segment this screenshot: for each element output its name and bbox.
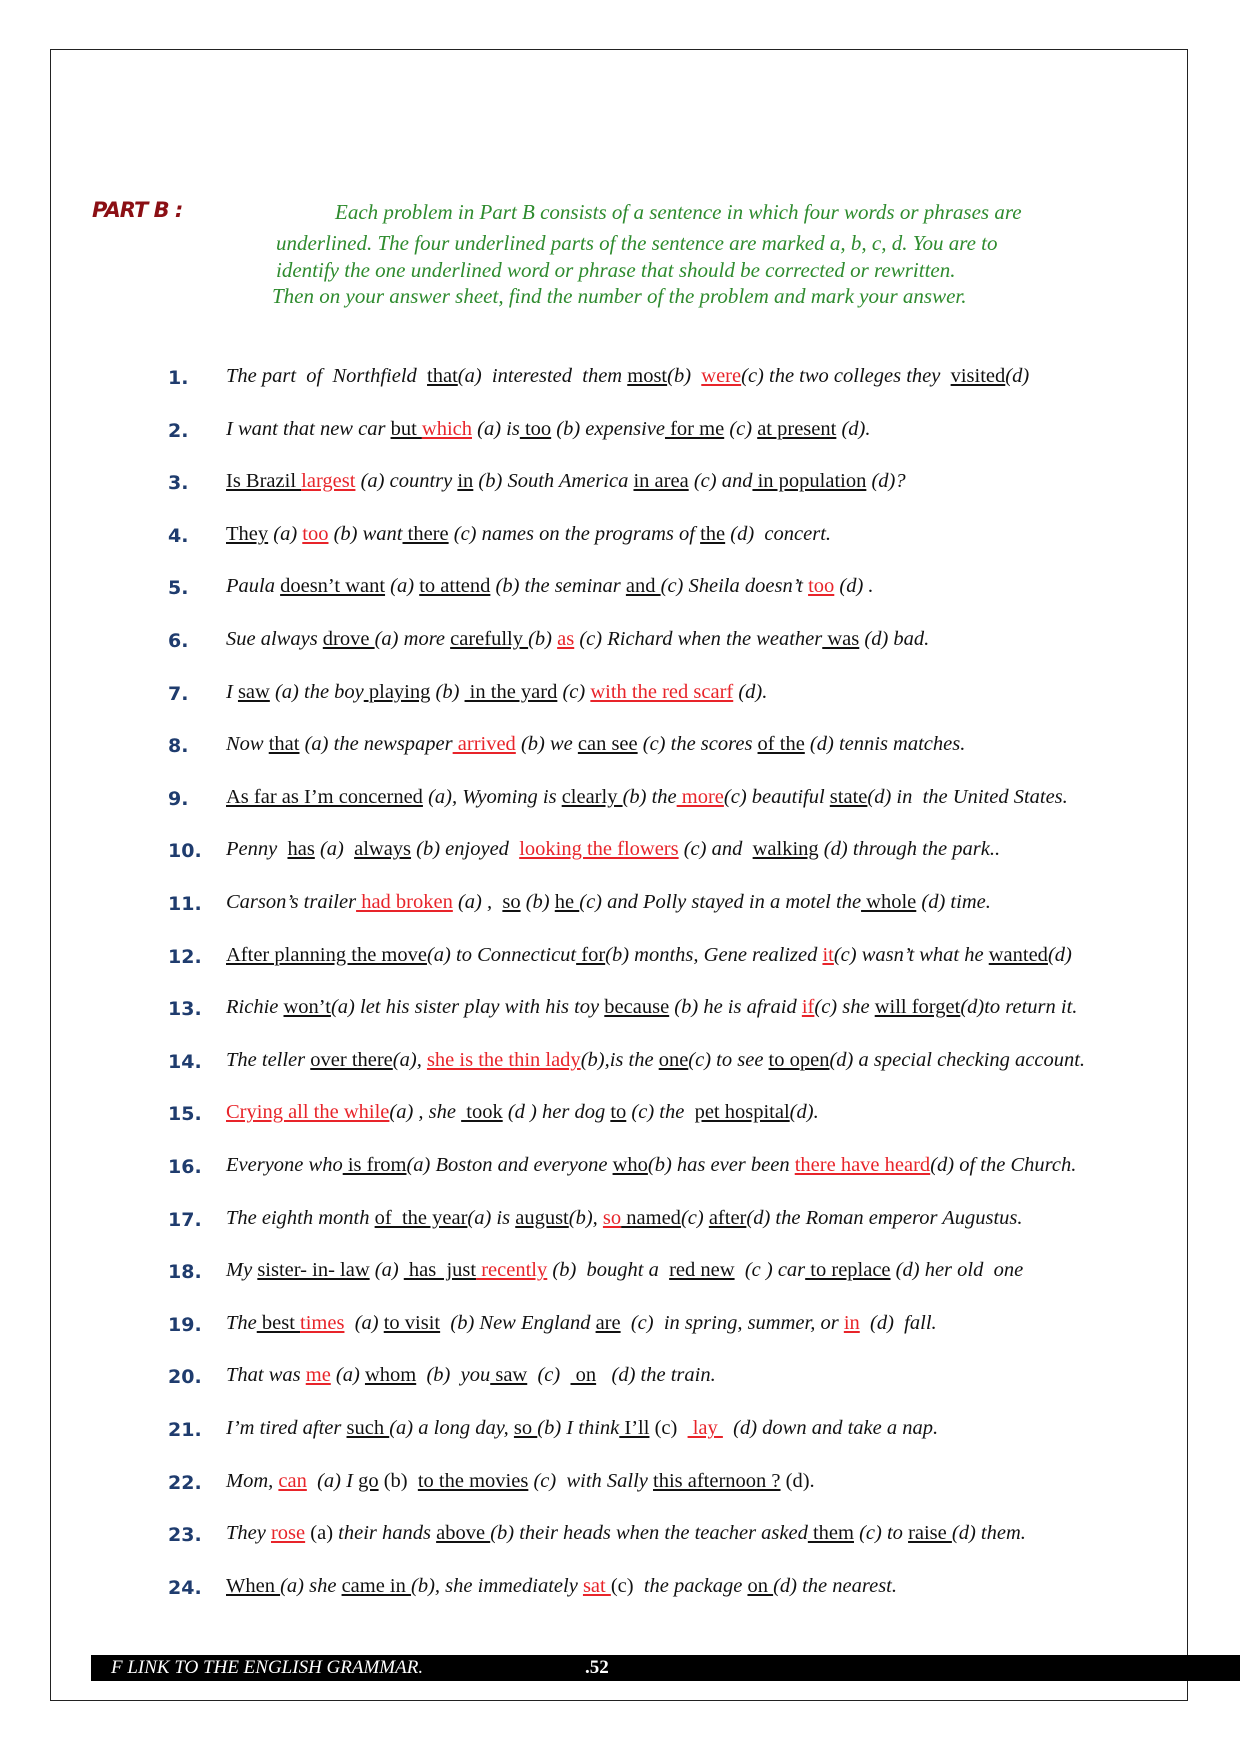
sentence-text: (c) with Sally bbox=[528, 1469, 654, 1492]
underlined-option: clearly bbox=[561, 785, 623, 808]
sentence-text: (b) bbox=[520, 891, 555, 913]
underlined-option: there bbox=[402, 522, 449, 545]
sentence-text: The eighth month bbox=[226, 1206, 375, 1229]
sentence-text: (d) the nearest. bbox=[773, 1574, 897, 1597]
underlined-option: he bbox=[554, 891, 580, 913]
question-row bbox=[168, 785, 1188, 818]
underlined-option: too bbox=[519, 417, 552, 440]
question-text bbox=[226, 1207, 1023, 1230]
question-number: 16. bbox=[168, 1156, 202, 1178]
underlined-option: won’t bbox=[283, 996, 331, 1019]
sentence-text: (b) their heads when the teacher asked bbox=[490, 1522, 808, 1545]
answer-highlight: it bbox=[822, 943, 834, 966]
question-number: 12. bbox=[168, 945, 202, 968]
question-number: 24. bbox=[168, 1576, 202, 1599]
question-number: 13. bbox=[168, 998, 202, 1021]
underlined-option: visited bbox=[950, 365, 1006, 387]
sentence-text: (d) down and take a nap. bbox=[722, 1417, 939, 1439]
underlined-option: to open bbox=[768, 1048, 830, 1071]
sentence-text: (b) you bbox=[416, 1364, 491, 1387]
sentence-text: (a) a long day, bbox=[389, 1417, 514, 1439]
sentence-text: (c) the two colleges they bbox=[741, 365, 951, 387]
underlined-option: raise bbox=[908, 1522, 952, 1545]
sentence-text: (a) , she bbox=[389, 1101, 462, 1124]
sentence-text: (a) , bbox=[452, 891, 503, 913]
question-text bbox=[226, 1575, 897, 1598]
question-row bbox=[168, 998, 1188, 1028]
question-row bbox=[168, 1156, 1188, 1186]
question-text bbox=[226, 1522, 1026, 1545]
underlined-option: whole bbox=[861, 891, 917, 913]
underlined-option: playing bbox=[363, 680, 431, 703]
sentence-text: (a) bbox=[344, 1311, 384, 1334]
sentence-text: (d) concert. bbox=[725, 522, 832, 545]
underlined-option: best bbox=[256, 1311, 301, 1334]
question-row bbox=[168, 1524, 1188, 1554]
question-text bbox=[226, 1049, 1085, 1072]
sentence-text: (d) her old one bbox=[890, 1259, 1024, 1282]
sentence-text: (d). bbox=[780, 1469, 815, 1492]
answer-highlight: rose bbox=[270, 1522, 306, 1545]
sentence-text: (b) enjoyed bbox=[411, 838, 520, 861]
question-text bbox=[226, 944, 1072, 967]
underlined-option: this afternoon ? bbox=[653, 1469, 781, 1492]
underlined-option: always bbox=[354, 838, 412, 861]
question-text bbox=[226, 891, 991, 914]
sentence-text: (b) we bbox=[515, 733, 578, 756]
underlined-option: drove bbox=[322, 628, 375, 650]
question-number: 6. bbox=[168, 630, 189, 652]
underlined-option: Is Brazil bbox=[226, 470, 302, 493]
underlined-option: After planning the move bbox=[226, 943, 427, 966]
answer-highlight: too bbox=[808, 575, 835, 598]
sentence-text: (b) bbox=[528, 628, 558, 650]
sentence-text: (a) the boy bbox=[269, 680, 364, 703]
sentence-text: (b) months, Gene realized bbox=[605, 943, 823, 966]
sentence-text: Sue always bbox=[226, 628, 323, 650]
underlined-option: on bbox=[747, 1574, 774, 1597]
sentence-text: (b) the seminar bbox=[490, 575, 626, 598]
sentence-text: (d) bbox=[1005, 365, 1030, 387]
question-number: 8. bbox=[168, 735, 189, 758]
sentence-text: (c) and bbox=[688, 470, 753, 493]
question-row bbox=[168, 1469, 1188, 1502]
sentence-text: (b), she immediately bbox=[411, 1574, 583, 1597]
answer-highlight: looking the flowers bbox=[519, 838, 679, 861]
sentence-text: (b) has ever been bbox=[647, 1154, 795, 1176]
underlined-option: and bbox=[625, 575, 661, 598]
underlined-option: so bbox=[513, 1417, 538, 1439]
question-text bbox=[226, 733, 965, 756]
answer-highlight: times bbox=[300, 1311, 345, 1334]
sentence-text: The teller bbox=[226, 1048, 311, 1071]
question-text bbox=[226, 838, 1000, 861]
sentence-text: I bbox=[226, 680, 238, 703]
sentence-text: (b) South America bbox=[473, 470, 634, 493]
underlined-option: such bbox=[346, 1417, 390, 1439]
sentence-text: (c) bbox=[527, 1364, 571, 1387]
sentence-text: (b) I think bbox=[537, 1417, 620, 1439]
sentence-text: (d) of the Church. bbox=[930, 1154, 1077, 1176]
sentence-text: (d) through the park.. bbox=[818, 838, 1001, 861]
underlined-option: walking bbox=[752, 838, 819, 861]
underlined-option: so bbox=[502, 891, 521, 913]
answer-highlight: Crying all the while bbox=[226, 1101, 390, 1124]
underlined-option: has just bbox=[403, 1259, 477, 1282]
sentence-text: the package bbox=[643, 1574, 748, 1597]
instruction-line-1: Each problem in Part B consists of a sentence in which four words or phrases are bbox=[335, 200, 1022, 224]
underlined-option: for me bbox=[664, 417, 725, 440]
underlined-option: for bbox=[576, 943, 606, 966]
sentence-text: My bbox=[226, 1259, 258, 1282]
underlined-option: saw bbox=[237, 680, 270, 703]
question-number: 19. bbox=[168, 1313, 202, 1336]
question-text bbox=[226, 1154, 1076, 1177]
sentence-text: (d). bbox=[733, 680, 768, 703]
sentence-text: (c) bbox=[649, 1417, 688, 1439]
sentence-text: (d) the train. bbox=[596, 1364, 716, 1387]
underlined-option: doesn’t want bbox=[280, 575, 386, 598]
question-number: 3. bbox=[168, 472, 189, 495]
question-text bbox=[226, 786, 1068, 809]
underlined-option: to bbox=[610, 1101, 627, 1124]
underlined-option: pet hospital bbox=[694, 1101, 790, 1124]
sentence-text: (c) Richard when the weather bbox=[574, 628, 823, 650]
sentence-text: (d) time. bbox=[916, 891, 991, 913]
sentence-text: (a) bbox=[385, 575, 420, 598]
answer-highlight: largest bbox=[301, 470, 356, 493]
sentence-text: (a) let his sister play with his toy bbox=[330, 996, 605, 1019]
sentence-text: (d) bad. bbox=[859, 628, 930, 650]
sentence-text: (a) bbox=[305, 1522, 339, 1545]
sentence-text: (d) in the United States. bbox=[867, 785, 1068, 808]
underlined-option: can see bbox=[577, 733, 638, 756]
sentence-text: (d). bbox=[836, 417, 871, 440]
question-text bbox=[226, 1101, 819, 1124]
question-number: 1. bbox=[168, 367, 189, 389]
question-number: 20. bbox=[168, 1366, 202, 1389]
sentence-text: (d) fall. bbox=[859, 1311, 937, 1334]
sentence-text: (a) bbox=[314, 838, 355, 861]
underlined-option: I’ll bbox=[619, 1417, 650, 1439]
underlined-option: to visit bbox=[383, 1311, 441, 1334]
answer-highlight: had broken bbox=[356, 891, 453, 913]
sentence-text: Mom, bbox=[226, 1469, 279, 1492]
sentence-text: (c) Sheila doesn’t bbox=[660, 575, 809, 598]
sentence-text: (d)to return it. bbox=[960, 996, 1078, 1019]
answer-highlight: arrived bbox=[452, 733, 516, 756]
question-text bbox=[226, 1470, 815, 1493]
sentence-text: (c) she bbox=[814, 996, 875, 1019]
part-b-label: PART B : bbox=[92, 198, 183, 222]
sentence-text: Penny bbox=[226, 838, 288, 861]
answer-highlight: which bbox=[421, 417, 472, 440]
sentence-text: Carson’s trailer bbox=[226, 891, 357, 913]
sentence-text: (b) New England bbox=[440, 1311, 596, 1334]
question-row bbox=[168, 943, 1188, 976]
underlined-option: named bbox=[621, 1206, 681, 1229]
sentence-text: (a) Boston and everyone bbox=[406, 1154, 613, 1176]
sentence-text: (c) the scores bbox=[637, 733, 758, 756]
sentence-text: (c) wasn’t what he bbox=[833, 943, 989, 966]
sentence-text: (d) . bbox=[834, 575, 874, 598]
underlined-option: because bbox=[604, 996, 670, 1019]
underlined-option: them bbox=[807, 1522, 854, 1545]
question-number: 15. bbox=[168, 1103, 202, 1126]
underlined-option: in the yard bbox=[464, 680, 558, 703]
sentence-text: (a), bbox=[392, 1048, 427, 1071]
sentence-text: (a) the newspaper bbox=[299, 733, 453, 756]
underlined-option: whom bbox=[364, 1364, 417, 1387]
question-number: 14. bbox=[168, 1050, 202, 1073]
page-number: .52 bbox=[585, 1657, 609, 1678]
footer-title: F LINK TO THE ENGLISH GRAMMAR. bbox=[111, 1657, 424, 1678]
underlined-option: has bbox=[287, 838, 315, 861]
sentence-text: (c) to bbox=[853, 1522, 909, 1545]
sentence-text: (d) the Roman emperor Augustus. bbox=[746, 1206, 1023, 1229]
answer-highlight: sat bbox=[582, 1574, 611, 1597]
sentence-text: (d) bbox=[1047, 943, 1072, 966]
sentence-text: (d)? bbox=[866, 470, 906, 493]
question-row bbox=[168, 1311, 1188, 1344]
underlined-option: are bbox=[595, 1311, 621, 1334]
underlined-option: was bbox=[822, 628, 860, 650]
question-text bbox=[226, 418, 870, 441]
answer-highlight: in bbox=[843, 1311, 860, 1334]
underlined-option: wanted bbox=[988, 943, 1048, 966]
sentence-text: The bbox=[226, 1311, 257, 1334]
question-row bbox=[168, 522, 1188, 555]
underlined-option: in area bbox=[633, 470, 689, 493]
underlined-option: of the bbox=[757, 733, 805, 756]
sentence-text: (d). bbox=[789, 1101, 819, 1124]
sentence-text: (a) bbox=[330, 1364, 365, 1387]
question-number: 4. bbox=[168, 524, 189, 547]
instruction-line-2: underlined. The four underlined parts of the sentence are marked a, b, c, d. You are to bbox=[276, 231, 998, 255]
question-number: 7. bbox=[168, 682, 189, 705]
sentence-text: (d) tennis matches. bbox=[804, 733, 966, 756]
question-number: 2. bbox=[168, 419, 189, 442]
question-number: 9. bbox=[168, 787, 189, 810]
question-row bbox=[168, 735, 1188, 765]
question-text bbox=[226, 470, 906, 493]
sentence-text: (c) the bbox=[626, 1101, 695, 1124]
underlined-option: on bbox=[570, 1364, 597, 1387]
underlined-option: one bbox=[658, 1048, 689, 1071]
sentence-text: I’m tired after bbox=[226, 1417, 347, 1439]
question-number: 11. bbox=[168, 893, 202, 915]
question-text bbox=[226, 575, 874, 598]
underlined-option: to the movies bbox=[417, 1469, 529, 1492]
question-number: 10. bbox=[168, 840, 202, 863]
underlined-option: most bbox=[627, 365, 668, 387]
question-text bbox=[226, 628, 929, 651]
sentence-text: (b) want bbox=[328, 522, 403, 545]
answer-highlight: so bbox=[602, 1206, 622, 1229]
sentence-text: (c) and Polly stayed in a motel the bbox=[579, 891, 862, 913]
underlined-option: red new bbox=[669, 1259, 735, 1282]
underlined-option: came in bbox=[341, 1574, 412, 1597]
sentence-text: The part of Northfield bbox=[226, 365, 428, 387]
underlined-option: will forget bbox=[874, 996, 961, 1019]
underlined-option: sister- in- law bbox=[257, 1259, 370, 1282]
question-row bbox=[168, 472, 1188, 502]
instruction-line-4: Then on your answer sheet, find the number of the problem and mark your answer. bbox=[272, 284, 967, 308]
sentence-text: (a) to Connecticut bbox=[426, 943, 577, 966]
underlined-option: go bbox=[358, 1469, 379, 1492]
sentence-text: (c) bbox=[557, 680, 591, 703]
sentence-text: (b),is the bbox=[580, 1048, 659, 1071]
question-number: 22. bbox=[168, 1471, 202, 1494]
answer-highlight: can bbox=[278, 1469, 307, 1492]
question-number: 5. bbox=[168, 577, 189, 600]
question-text bbox=[226, 1364, 716, 1387]
question-number: 21. bbox=[168, 1419, 202, 1441]
answer-highlight: there have heard bbox=[794, 1154, 931, 1176]
sentence-text: (d ) her dog bbox=[502, 1101, 611, 1124]
sentence-text: (c) names on the programs of bbox=[448, 522, 701, 545]
question-row bbox=[168, 577, 1188, 607]
question-row bbox=[168, 680, 1188, 713]
underlined-option: but bbox=[390, 417, 422, 440]
answer-highlight: too bbox=[302, 522, 329, 545]
sentence-text: I want that new car bbox=[226, 417, 391, 440]
question-row bbox=[168, 1103, 1188, 1133]
sentence-text: (b) bbox=[430, 680, 465, 703]
underlined-option: of the year bbox=[374, 1206, 468, 1229]
sentence-text: (c) bbox=[610, 1574, 644, 1597]
question-text bbox=[226, 1417, 938, 1440]
underlined-option: to replace bbox=[805, 1259, 891, 1282]
underlined-option: who bbox=[612, 1154, 648, 1176]
sentence-text: (c ) car bbox=[734, 1259, 806, 1282]
question-row bbox=[168, 1206, 1188, 1239]
sentence-text: Richie bbox=[226, 996, 284, 1019]
sentence-text: That was bbox=[226, 1364, 306, 1387]
question-number: 17. bbox=[168, 1208, 202, 1231]
instruction-line-3: identify the one underlined word or phrase that should be corrected or rewritten. bbox=[276, 258, 956, 282]
question-row bbox=[168, 417, 1188, 450]
sentence-text: Now bbox=[226, 733, 269, 756]
underlined-option: in bbox=[457, 470, 474, 493]
sentence-text: Paula bbox=[226, 575, 281, 598]
question-number: 23. bbox=[168, 1524, 202, 1547]
question-text bbox=[226, 996, 1077, 1019]
question-row bbox=[168, 1574, 1188, 1607]
underlined-option: that bbox=[427, 365, 458, 387]
underlined-option: is from bbox=[342, 1154, 407, 1176]
underlined-option: august bbox=[515, 1206, 569, 1229]
question-text bbox=[226, 523, 831, 546]
underlined-option: above bbox=[436, 1522, 491, 1545]
sentence-text: (a) she bbox=[280, 1574, 342, 1597]
underlined-option: after bbox=[708, 1206, 747, 1229]
underlined-option: carefully bbox=[450, 628, 529, 650]
sentence-text: (d) a special checking account. bbox=[829, 1048, 1086, 1071]
answer-highlight: with the red scarf bbox=[590, 680, 734, 703]
underlined-option: When bbox=[226, 1574, 281, 1597]
question-text bbox=[226, 1259, 1023, 1282]
answer-highlight: if bbox=[801, 996, 815, 1019]
sentence-text: (b) bbox=[378, 1469, 418, 1492]
sentence-text: (b) he is afraid bbox=[669, 996, 802, 1019]
question-row bbox=[168, 367, 1188, 397]
sentence-text: (b) expensive bbox=[551, 417, 665, 440]
sentence-text: (a) country bbox=[355, 470, 458, 493]
sentence-text: (c) to see bbox=[688, 1048, 769, 1071]
underlined-option: in population bbox=[752, 470, 867, 493]
underlined-option: that bbox=[268, 733, 300, 756]
sentence-text: (c) bbox=[680, 1206, 709, 1229]
underlined-option: at present bbox=[757, 417, 837, 440]
sentence-text: (a) is bbox=[472, 417, 520, 440]
answer-highlight: as bbox=[557, 628, 575, 650]
sentence-text: their hands bbox=[338, 1522, 437, 1545]
underlined-option: over there bbox=[310, 1048, 393, 1071]
answer-highlight: lay bbox=[687, 1417, 723, 1439]
underlined-option: As far as I’m concerned bbox=[226, 785, 423, 808]
sentence-text: (c) and bbox=[678, 838, 753, 861]
sentence-text: (b) bought a bbox=[547, 1259, 670, 1282]
question-row bbox=[168, 1048, 1188, 1081]
question-text bbox=[226, 365, 1029, 388]
question-row bbox=[168, 1261, 1188, 1291]
sentence-text: (a) is bbox=[467, 1206, 516, 1229]
question-row bbox=[168, 840, 1188, 870]
answer-highlight: were bbox=[701, 365, 742, 387]
question-text bbox=[226, 681, 767, 704]
sentence-text: They bbox=[226, 1522, 271, 1545]
question-row bbox=[168, 1419, 1188, 1449]
sentence-text: (a) interested them bbox=[457, 365, 628, 387]
question-row bbox=[168, 630, 1188, 660]
answer-highlight: she is the thin lady bbox=[426, 1048, 581, 1071]
sentence-text: (b), bbox=[568, 1206, 603, 1229]
sentence-text: (a) bbox=[268, 522, 303, 545]
sentence-text: (c) in spring, summer, or bbox=[620, 1311, 844, 1334]
question-row bbox=[168, 1366, 1188, 1396]
sentence-text: (c) beautiful bbox=[723, 785, 830, 808]
sentence-text: (b) bbox=[667, 365, 702, 387]
answer-highlight: me bbox=[305, 1364, 331, 1387]
sentence-text: (a) I bbox=[306, 1469, 359, 1492]
underlined-option: state bbox=[829, 785, 868, 808]
question-number: 18. bbox=[168, 1261, 202, 1284]
underlined-option: They bbox=[226, 522, 269, 545]
sentence-text: Everyone who bbox=[226, 1154, 343, 1176]
underlined-option: saw bbox=[490, 1364, 528, 1387]
answer-highlight: recently bbox=[476, 1259, 548, 1282]
underlined-option: the bbox=[700, 522, 726, 545]
sentence-text: (a), Wyoming is bbox=[422, 785, 562, 808]
sentence-text: (a) bbox=[369, 1259, 404, 1282]
sentence-text: (d) them. bbox=[951, 1522, 1026, 1545]
question-row bbox=[168, 893, 1188, 923]
sentence-text: (b) the bbox=[622, 785, 677, 808]
underlined-option: took bbox=[461, 1101, 503, 1124]
underlined-option: to attend bbox=[419, 575, 491, 598]
question-text bbox=[226, 1312, 937, 1335]
sentence-text: (a) more bbox=[374, 628, 451, 650]
answer-highlight: more bbox=[676, 785, 724, 808]
sentence-text: (c) bbox=[724, 417, 758, 440]
